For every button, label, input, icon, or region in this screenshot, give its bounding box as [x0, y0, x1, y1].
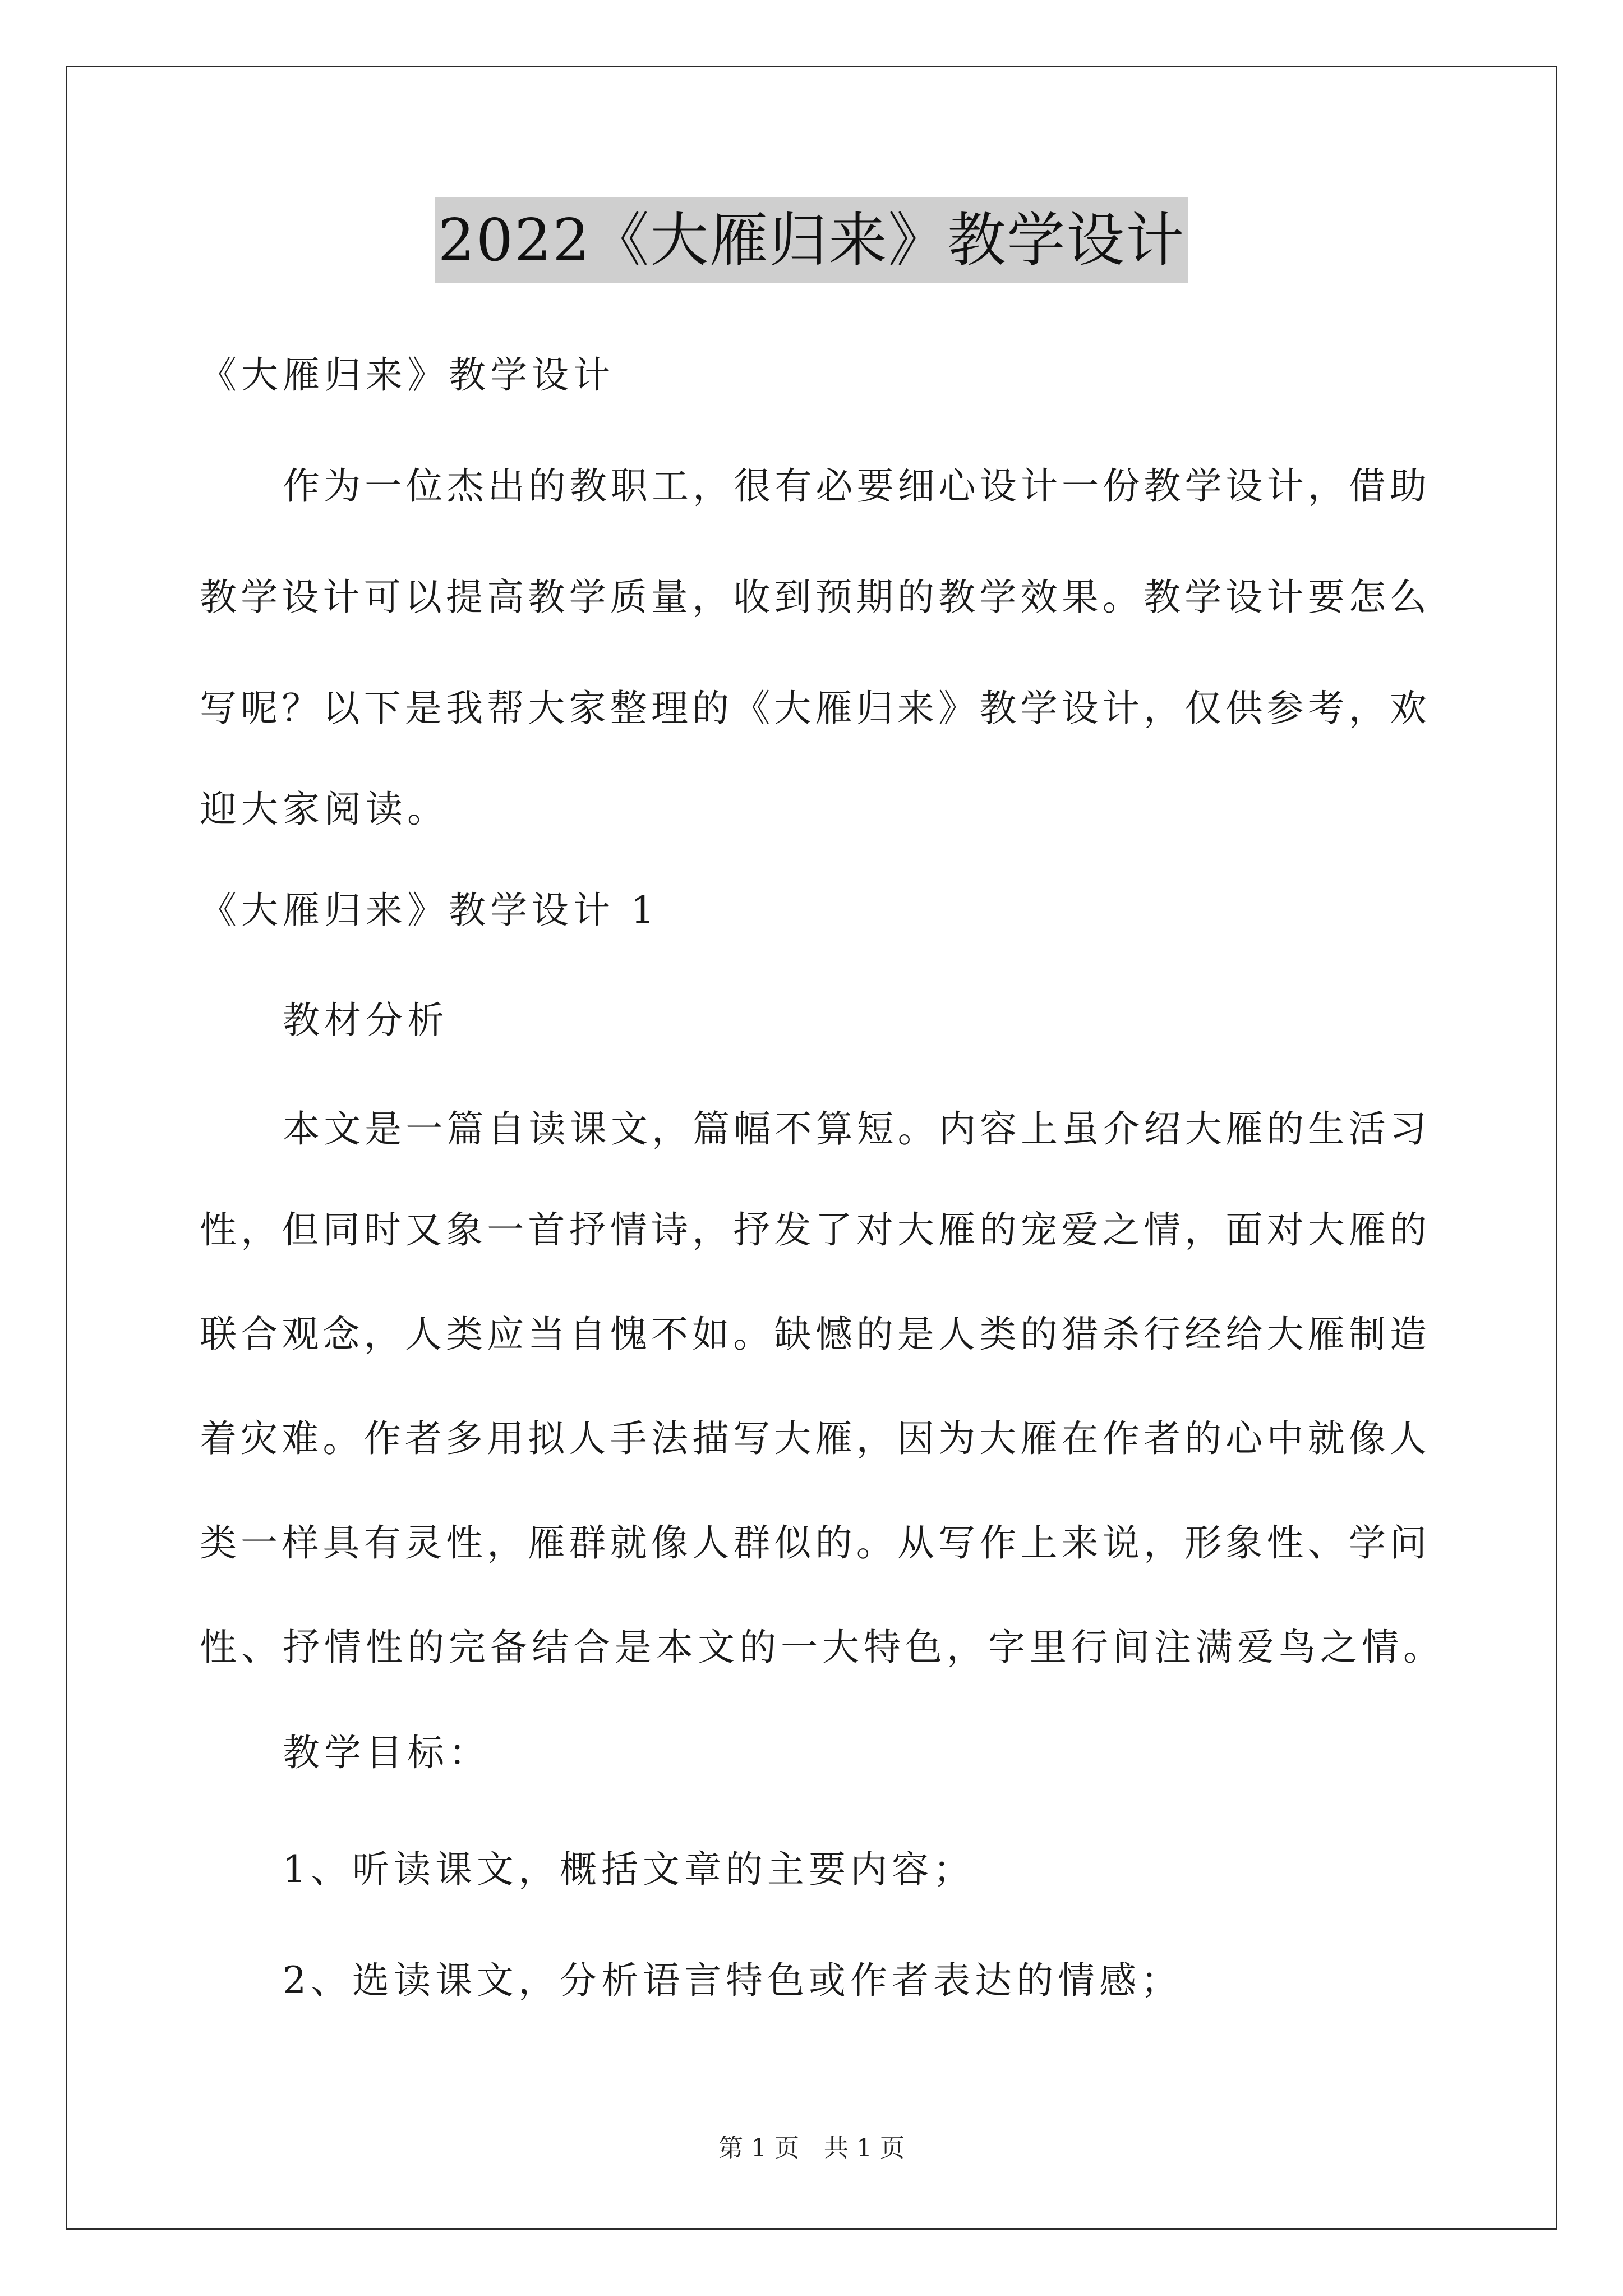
list-item: 2、选读课文，分析语言特色或作者表达的情感；: [283, 1959, 1182, 2002]
paragraph-line: 着灾难。作者多用拟人手法描写大雁，因为大雁在作者的心中就像人: [200, 1417, 1427, 1460]
paragraph-line: 性、抒情性的完备结合是本文的一大特色，字里行间注满爱鸟之情。: [200, 1626, 1445, 1669]
document-title: 2022《大雁归来》教学设计: [435, 197, 1189, 283]
paragraph-line: 教学设计可以提高教学质量，收到预期的教学效果。教学设计要怎么: [200, 576, 1427, 619]
page-footer: 第 1 页 共 1 页: [718, 2134, 905, 2162]
paragraph-line: 联合观念，人类应当自愧不如。缺憾的是人类的猎杀行经给大雁制造: [200, 1313, 1427, 1356]
section-heading: 《大雁归来》教学设计: [200, 353, 615, 397]
section-heading: 《大雁归来》教学设计 1: [200, 889, 659, 932]
paragraph-line: 类一样具有灵性，雁群就像人群似的。从写作上来说，形象性、学问: [200, 1521, 1427, 1565]
paragraph-line: 迎大家阅读。: [200, 788, 449, 831]
paragraph-line: 作为一位杰出的教职工，很有必要细心设计一份教学设计，借助: [283, 464, 1427, 508]
paragraph-line: 本文是一篇自读课文，篇幅不算短。内容上虽介绍大雁的生活习: [283, 1107, 1427, 1151]
list-item: 1、听读课文，概括文章的主要内容；: [283, 1848, 975, 1891]
paragraph-line: 写呢？以下是我帮大家整理的《大雁归来》教学设计，仅供参考，欢: [200, 687, 1427, 730]
paragraph-line: 性，但同时又象一首抒情诗，抒发了对大雁的宠爱之情，面对大雁的: [200, 1208, 1427, 1251]
subsection-heading: 教学目标：: [283, 1731, 490, 1774]
title-container: [0, 197, 1623, 283]
subsection-heading: 教材分析: [283, 999, 449, 1042]
